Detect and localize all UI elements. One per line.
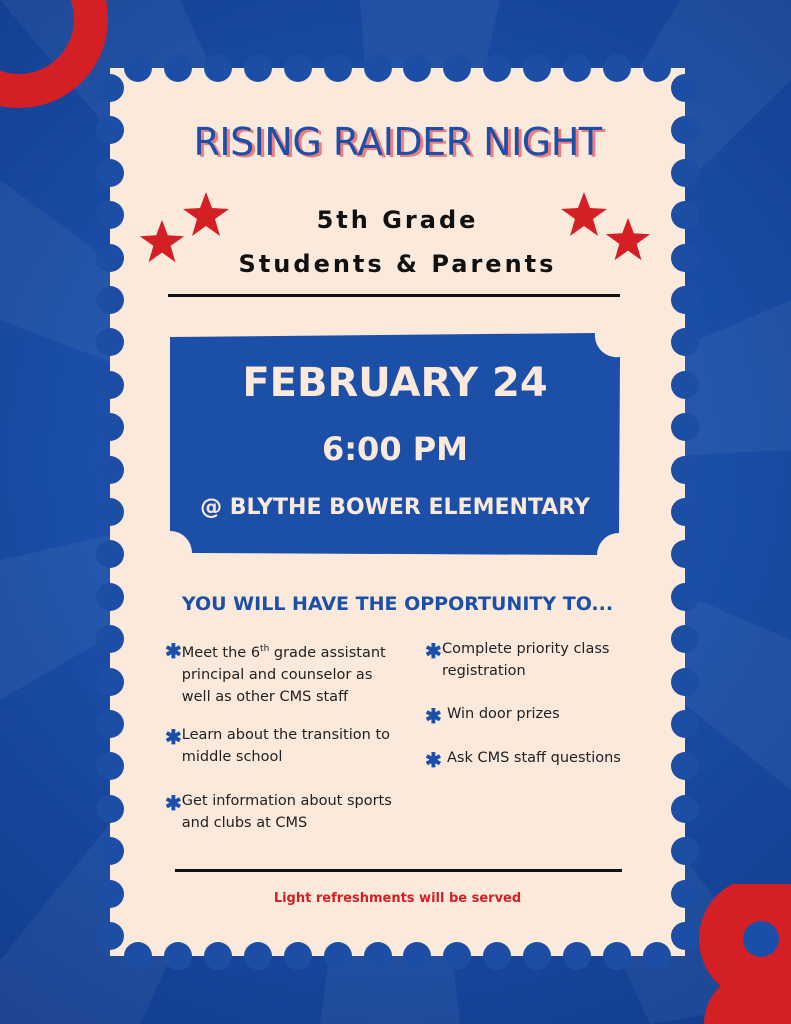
perforation-hole [671,668,699,696]
perforation-hole [324,942,352,970]
perforation-hole [244,942,272,970]
perforation-hole [96,328,124,356]
perforation-hole [364,942,392,970]
audience-who: Students & Parents [238,250,557,278]
asterisk-icon: ✱ [425,641,442,663]
asterisk-icon: ✱ [165,727,182,749]
list-item: ✱ Complete priority class registration [425,641,610,679]
perforation-hole [603,54,631,82]
perforation-hole [643,54,671,82]
perforation-hole [96,413,124,441]
perforation-hole [671,498,699,526]
perforation-hole [96,795,124,823]
perforation-hole [483,54,511,82]
refreshments-note: Light refreshments will be served [273,891,522,906]
perforation-hole [96,922,124,950]
perforation-hole [96,498,124,526]
audience-grade: 5th Grade [316,206,479,234]
perforation-hole [96,752,124,780]
asterisk-icon: ✱ [165,793,182,815]
perforation-hole [671,795,699,823]
perforation-hole [671,710,699,738]
perforation-hole [364,54,392,82]
perforation-hole [671,837,699,865]
list-item: ✱ Get information about sports and clubs at CMS [165,793,392,831]
perforation-hole [523,54,551,82]
divider-bottom [175,869,622,872]
asterisk-icon: ✱ [425,750,442,772]
opportunity-heading: YOU WILL HAVE THE OPPORTUNITY TO... [181,593,614,615]
perforation-hole [671,456,699,484]
list-item: ✱ Meet the 6th grade assistant principal and counselor as well as other CMS staff [165,641,386,705]
perforation-hole [96,456,124,484]
perforation-hole [96,625,124,653]
perforation-hole [284,942,312,970]
perforation-hole [563,942,591,970]
perforation-hole [96,371,124,399]
list-item: ✱ Learn about the transition to middle school [165,727,390,765]
perforation-hole [124,942,152,970]
perforation-hole [671,413,699,441]
perforation-hole [671,74,699,102]
event-time: 6:00 PM [321,430,469,468]
asterisk-icon: ✱ [165,641,182,663]
ticket-stamp [110,68,685,956]
perforation-hole [284,54,312,82]
perforation-hole [671,625,699,653]
perforation-hole [164,54,192,82]
list-item: ✱ Ask CMS staff questions [425,750,621,772]
asterisk-icon: ✱ [425,706,442,728]
perforation-hole [643,942,671,970]
perforation-hole [671,371,699,399]
perforation-hole [603,942,631,970]
perforation-hole [671,922,699,950]
perforation-hole [96,286,124,314]
event-date: FEBRUARY 24 [242,360,548,406]
perforation-hole [671,286,699,314]
list-item: ✱ Win door prizes [425,706,560,728]
event-location: @ BLYTHE BOWER ELEMENTARY [200,495,590,520]
perforation-hole [324,54,352,82]
perforation-hole [164,942,192,970]
perforation-hole [204,54,232,82]
perforation-hole [443,54,471,82]
perforation-hole [563,54,591,82]
perforation-hole [244,54,272,82]
perforation-hole [96,74,124,102]
perforation-hole [124,54,152,82]
red-circles-decoration [691,884,791,1024]
divider-top [168,294,620,297]
perforation-hole [96,837,124,865]
perforation-hole [96,668,124,696]
flyer-title: RISING RAIDER NIGHT [193,120,602,164]
perforation-hole [403,54,431,82]
perforation-hole [204,942,232,970]
perforation-hole [96,540,124,568]
perforation-hole [96,710,124,738]
